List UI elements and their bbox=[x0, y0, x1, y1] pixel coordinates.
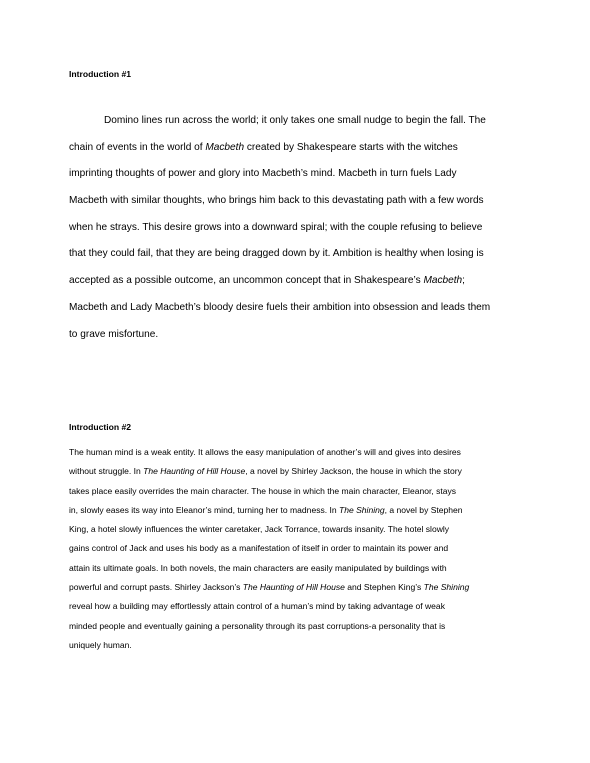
text-run: uniquely human. bbox=[69, 639, 132, 650]
text-run: gains control of Jack and uses his body as a manifestation of itself in order to maintain its power and bbox=[69, 543, 449, 554]
text-run: Domino lines run across the world; it only takes one small nudge to begin the fall. The bbox=[104, 115, 486, 126]
text-line bbox=[69, 161, 521, 188]
text-run: without struggle. In bbox=[69, 466, 144, 477]
text-run: chain of events in the world of bbox=[69, 141, 206, 153]
text-line bbox=[69, 501, 521, 520]
italic-title: The Haunting of Hill House bbox=[242, 582, 345, 593]
text-line bbox=[69, 241, 521, 268]
text-run: , a novel by Shirley Jackson, the house in which the story bbox=[245, 466, 462, 477]
text-line bbox=[69, 462, 521, 481]
text-run: attain its ultimate goals. In both novels, the main characters are easily manipulated by buildings with bbox=[69, 562, 447, 573]
text-line bbox=[69, 559, 521, 578]
text-run: to grave misfortune. bbox=[69, 328, 159, 340]
text-run: takes place easily overrides the main character. The house in which the main character, Eleanor, stays bbox=[69, 485, 457, 496]
italic-title: Macbeth bbox=[205, 141, 245, 153]
text-run: The human mind is a weak entity. It allows the easy manipulation of another’s will and gives into desires bbox=[69, 447, 461, 457]
italic-title: The Shining bbox=[423, 582, 470, 593]
text-run: minded people and eventually gaining a personality through its past corruptions-a personality that is bbox=[69, 620, 446, 631]
text-run: in, slowly eases its way into Eleanor’s mind, turning her to madness. In bbox=[69, 504, 339, 515]
text-run: reveal how a building may effortlessly attain control of a human’s mind by taking advantage of weak bbox=[69, 601, 445, 612]
text-line bbox=[69, 617, 521, 636]
text-run: Macbeth and Lady Macbeth’s bloody desire fuels their ambition into obsession and leads them bbox=[69, 301, 491, 313]
text-line bbox=[69, 135, 521, 162]
italic-title: The Shining bbox=[339, 504, 385, 515]
text-run: Macbeth with similar thoughts, who brings him back to this devastating path with a few words bbox=[69, 195, 484, 207]
text-line bbox=[69, 295, 521, 322]
text-line bbox=[69, 520, 521, 539]
text-line bbox=[69, 322, 521, 349]
intro-2-heading: Introduction #2 bbox=[69, 422, 132, 432]
text-run: King, a hotel slowly influences the winter caretaker, Jack Torrance, towards insanity. The hotel slowly bbox=[69, 524, 450, 535]
text-line bbox=[69, 539, 521, 558]
text-run: ; bbox=[462, 275, 465, 287]
text-run: and Stephen King’s bbox=[344, 582, 424, 593]
text-run: powerful and corrupt pasts. Shirley Jackson’s bbox=[69, 582, 243, 593]
text-run: created by Shakespeare starts with the witches bbox=[244, 141, 458, 153]
intro-1-heading: Introduction #1 bbox=[69, 69, 132, 79]
text-line bbox=[69, 578, 521, 597]
italic-title: The Haunting of Hill House bbox=[143, 466, 246, 477]
text-line bbox=[69, 636, 521, 655]
text-run: accepted as a possible outcome, an uncommon concept that in Shakespeare’s bbox=[69, 275, 424, 287]
intro-2-paragraph bbox=[69, 443, 521, 655]
text-line bbox=[69, 188, 521, 215]
text-line bbox=[69, 215, 521, 242]
text-line bbox=[69, 443, 521, 462]
italic-title: Macbeth bbox=[423, 275, 463, 287]
text-line bbox=[69, 268, 521, 295]
text-run: , a novel by Stephen bbox=[384, 504, 463, 515]
text-line bbox=[69, 482, 521, 501]
text-run: when he strays. This desire grows into a downward spiral; with the couple refusing to believe bbox=[69, 221, 483, 233]
text-line bbox=[69, 597, 521, 616]
intro-1-paragraph bbox=[69, 108, 521, 348]
text-run: imprinting thoughts of power and glory into Macbeth’s mind. Macbeth in turn fuels Lady bbox=[69, 168, 457, 180]
text-run: that they could fail, that they are being dragged down by it. Ambition is healthy when losing is bbox=[69, 248, 484, 260]
text-line bbox=[69, 108, 521, 135]
